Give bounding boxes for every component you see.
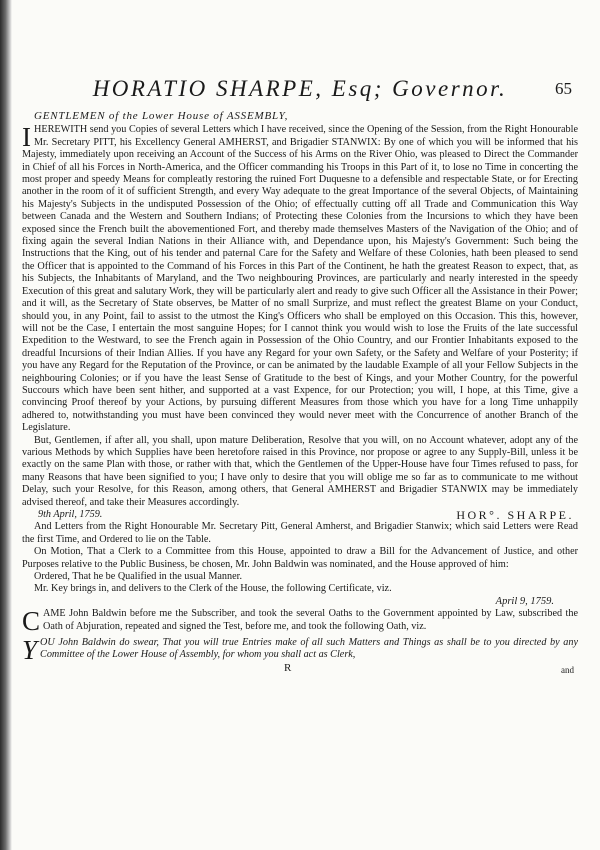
signature-mark: R [284, 661, 292, 674]
certificate-text: AME John Baldwin before me the Subscriber, and took the several Oaths to the Government appointed by Law, subscribed the Oath of Abjuration, repeated and signed the Test, before me, and took the following Oath, viz. [43, 608, 578, 632]
certificate-drop-cap: C [22, 606, 41, 637]
page-header [22, 70, 578, 110]
drop-cap: I [22, 122, 31, 153]
catchword: and [561, 664, 574, 675]
motion-entry: On Motion, That a Clerk to a Committee from this House, appointed to draw a Bill for the Advancement of Justice, and other Purposes relative to the Public Business, be chosen, Mr. John Baldwin was nominated, and the House approved of him: [22, 546, 578, 570]
certificate-date: April 9, 1759. [495, 595, 554, 607]
oath-text: OU John Baldwin do swear, That you will true Entries make of all such Matters and Things as shall be to you directed by any Committee of the Lower House of Assembly, for whom you shall act as Clerk, [40, 637, 578, 661]
page-footer [22, 662, 578, 676]
oath-drop-cap: Y [22, 635, 38, 666]
message-paragraph-1-text: HEREWITH send you Copies of several Letters which I have received, since the Opening of the Session, from the Right Honourable Mr. Secretary PITT, his Excellency General AMHERST, and Brigadier STANWIX: By one of which you will be informed that his Majesty, immediately upon receiving an Account of the Success of his Arms on the River Ohio, was pleased to Direct the Commander in Chief of all his Forces in North-America, and the Officer commanding his Troops in this Part of it, to lose no Time in concerting the most proper and speedy Means for compleatly restoring the ruined Fort Duquesne to a defensible and respectable State, or for Erecting another in the room of it of sufficient Strength, and every Way adequate to the great Importance of the several Objects, of Maintaining his Majesty's Subjects in the undisputed Possession of the Ohio; of effectually cutting off all Trade and Communication this Way between Canada and the Western and Southern Indians; of Protecting these Colonies from the Incursions to which they have been exposed since the French built the abovementioned Fort, and thereby made themselves Masters of the Navigation of the Ohio; and of fixing again the several Indian Nations in their Alliance with, and Dependance upon, his Majesty's Government: Such being the Instructions that the King, out of his tender and paternal Care for the Safety and Welfare of these Colonies, hath been pleased to send the Officer that is appointed to the Command of his Forces in this Part of the Continent, he hath the greatest Reason to expect, that, as his Subjects, the Inhabitants of Maryland, and the Two neighbouring Provinces, are particularly and nearly interested in the speedy Execution of this great and salutary Work, they will be particularly alert and ready to give such Officer all the Assistance in their Power; and it will, as the Secretary of State observes, be Matter of no small Surprize, and must reflect the greatest Blame on your Conduct, should you, in any Point, fail to assist to the utmost the King's Officers who shall be employed on this Occasion. This this, however, will not be the Case, I entertain the most sanguine Hopes; for I cannot think you would wish to lose the Fruits of the late successful Expedition to the Westward, to see the French again in Possession of the Ohio Country, and our Frontier Inhabitants exposed to the dreadful Incursions of their Indian Allies. If you have any Regard for your own Safety, or the Safety and Welfare of your Posterity; if you have any Regard for the Reputation of the Province, or can be animated by the laudable Example of all your Fellow Subjects in the neighbouring Colonies; or if you have the least Sense of Gratitude to the best of Kings, and your Mother Country, for the powerful Succours which have been sent hither, and supported at a vast Expence, for our Protection; you will, I hope, at this Time, give a convincing Proof thereof by your Actions, by pursuing different Measures from those which you have for a long Time unhappily adhered to, notwithstanding you must have been convinced they would never meet with the Concurrence of another Branch of the Legislature. [22, 124, 578, 434]
message-paragraph-1 [22, 124, 578, 434]
message-date: 9th April, 1759. [38, 509, 103, 520]
page-number: 65 [555, 79, 572, 98]
certificate-intro: Mr. Key brings in, and delivers to the Clerk of the House, the following Certificate, viz. [34, 583, 392, 595]
letters-read-entry: And Letters from the Right Honourable Mr. Secretary Pitt, General Amherst, and Brigadier Stanwix; which said Letters were Read the first Time, and Ordered to lie on the Table. [22, 521, 578, 545]
message-paragraph-2: But, Gentlemen, if after all, you shall, upon mature Deliberation, Resolve that you will, on no Account whatever, adopt any of the various Methods by which Supplies have been heretofore raised in this Province, nor propose or agree to any Supply-Bill, unless it be exactly on the same Plan with those, or rather with that, which the Gentlemen of the Upper-House have four Times refused to pass, for many Reasons that have been signified to you; I have only to desire that you will oblige me so far as to communicate to me without Delay, such your Resolve, for this Reason, among others, that General AMHERST and Brigadier STANWIX may be immediately advised thereof, and take their Measures accordingly. [22, 434, 578, 508]
running-head: HORATIO SHARPE, Esq; Governor. [92, 76, 508, 101]
oath-paragraph [22, 635, 578, 666]
binding-gutter [0, 0, 12, 850]
ordered-entry: Ordered, That he be Qualified in the usual Manner. [34, 571, 243, 583]
certificate-paragraph [22, 606, 578, 637]
document-page [22, 70, 578, 676]
message-closing [22, 509, 578, 521]
salutation: GENTLEMEN of the Lower House of ASSEMBLY, [34, 110, 289, 122]
governor-signature: HOR°. SHARPE. [456, 508, 574, 522]
